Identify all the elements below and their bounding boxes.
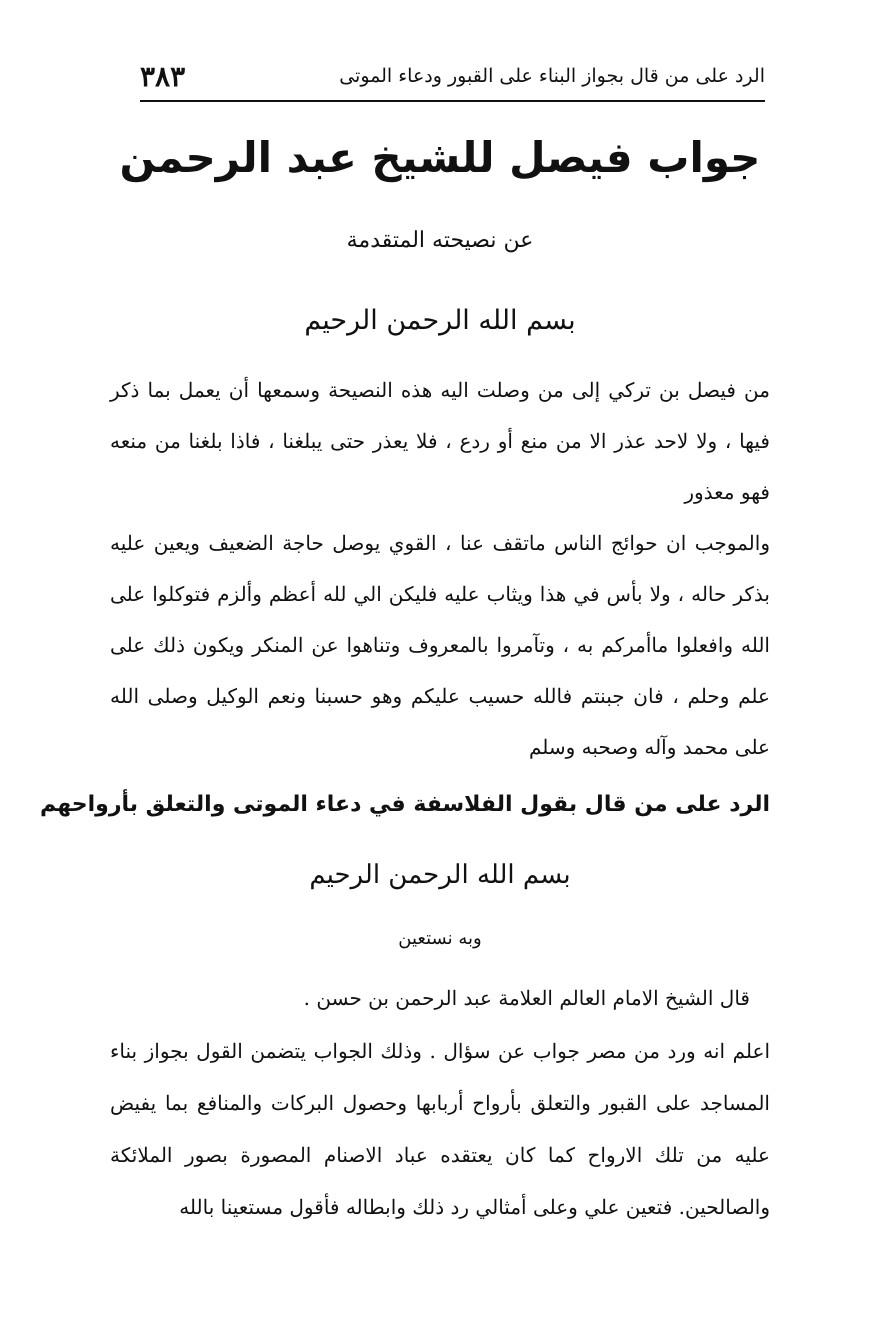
- basmala: بسم الله الرحمن الرحيم: [304, 305, 576, 336]
- page-number: ٣٨٣: [140, 59, 186, 93]
- section-subtitle: عن نصيحته المتقدمة: [346, 228, 534, 253]
- basmala-second: بسم الله الرحمن الرحيم: [309, 860, 571, 890]
- chapter-heading: الرد على من قال بقول الفلاسفة في دعاء الموتى والتعلق بأرواحهم: [39, 792, 770, 817]
- paragraph-chapter-body: اعلم انه ورد من مصر جواب عن سؤال . وذلك الجواب يتضمن القول بجواز بناء المساجد على القبور والتعلق بأرواح أربابها وحصول البركات والمنافع بما يفيض عليه من تلك الارواح كما كان يعتقده عباد الاصنام المصورة بصور الملائكة والصالحين. فتعين علي وعلى أمثالي رد ذلك وابطاله فأقول مستعينا بالله: [110, 1039, 770, 1219]
- invocation-line: وبه نستعين: [398, 928, 482, 949]
- running-title: الرد على من قال بجواز البناء على القبور ودعاء الموتى: [339, 65, 765, 87]
- attribution-line: قال الشيخ الامام العالم العلامة عبد الرحمن بن حسن .: [303, 986, 750, 1010]
- section-title: جواب فيصل للشيخ عبد الرحمن: [119, 133, 761, 182]
- page-header: [140, 52, 765, 102]
- paragraph-letter-body: والموجب ان حوائج الناس ماتقف عنا ، القوي يوصل حاجة الضعيف ويعين عليه بذكر حاله ، ولا بأس في هذا ويثاب عليه فليكن الي لله أعظم وألزم فتوكلوا على الله وافعلوا ماأمركم به ، وتآمروا بالمعروف وتناهوا عن المنكر ويكون ذلك على علم وحلم ، فان جبنتم فالله حسيب عليكم وهو حسبنا ونعم الوكيل وصلى الله على محمد وآله وصحبه وسلم: [110, 531, 770, 759]
- paragraph-letter-opening: من فيصل بن تركي إلى من وصلت اليه هذه النصيحة وسمعها أن يعمل بما ذكر فيها ، ولا لاحد عذر الا من منع أو ردع ، فلا يعذر حتى يبلغنا ، فاذا بلغنا من منعه فهو معذور: [110, 378, 770, 504]
